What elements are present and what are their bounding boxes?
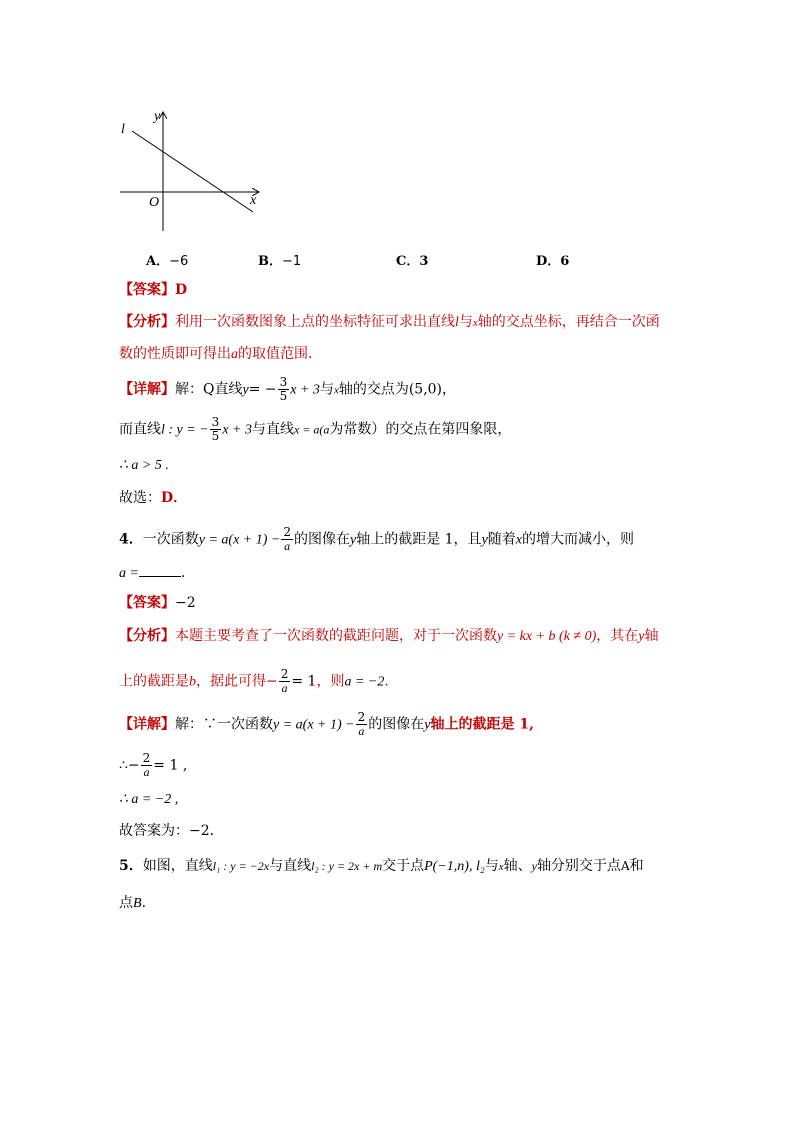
q3-line2-p1: 而直线 — [119, 421, 161, 438]
q4-analysis-line1 — [119, 627, 658, 646]
option-b-value: −1 — [282, 254, 302, 269]
option-a-letter: A． — [146, 254, 170, 269]
q5-p2: 与直线 — [269, 858, 312, 874]
q3-analysis-l: l — [455, 315, 459, 330]
q4-analysis-res: a = −2 — [344, 674, 385, 690]
q4-analysis-den: a — [279, 681, 291, 695]
q5-question-line1 — [119, 857, 644, 876]
q4-analysis-minus: − — [266, 673, 278, 690]
option-a — [146, 250, 188, 269]
q3-analysis-line2 — [119, 345, 312, 364]
option-b — [258, 250, 301, 269]
q4-analysis-line2-a: 上的截距是 — [119, 673, 189, 690]
q3-choose-label: 故选： — [119, 490, 161, 506]
q3-analysis-line2-a: 数的性质即可得出 — [119, 346, 231, 362]
q4-p1: 一次函数 — [142, 531, 199, 548]
q3-detail-eq: = − — [248, 381, 277, 398]
q3-answer-label: 【答案】 — [119, 282, 175, 298]
q4-analysis-line2 — [119, 668, 389, 695]
q5-p4: 与 — [484, 858, 499, 874]
line-l-label: l — [121, 122, 125, 137]
q3-detail-num: 3 — [279, 375, 288, 389]
q3-line2-fraction — [210, 416, 222, 443]
q3-line2-den: 5 — [211, 429, 220, 443]
q4-step1-fraction — [141, 752, 153, 779]
q4-p4: 随着 — [487, 531, 516, 548]
q3-detail-p6: ， — [442, 381, 457, 398]
q3-detail-label: 【详解】 — [119, 381, 175, 398]
q4-answer-blank — [139, 562, 181, 577]
q3-line2-num: 3 — [211, 415, 220, 429]
q4-step1 — [119, 752, 187, 779]
q3-analysis-x: x — [472, 317, 478, 329]
q5-line2-pt: 点 — [119, 895, 133, 911]
q3-conclusion: ∴ a > 5 . — [119, 458, 169, 473]
q3-line2-p4: x = a(a — [293, 422, 330, 437]
y-axis-label: y — [154, 109, 161, 124]
q3-line2-p5: 为常数）的交点在第四象限， — [329, 421, 512, 438]
q4-step1-pre: ∴− — [119, 757, 140, 774]
q4-analysis-line2-b: ，据此可得 — [196, 673, 266, 690]
q3-analysis-label: 【分析】 — [119, 314, 175, 330]
q4-analysis-p2: ，其在 — [596, 628, 639, 644]
q3-detail-p3: 与 — [319, 381, 334, 398]
q4-step1-den: a — [141, 765, 153, 779]
q4-p3: 轴上的截距是 1，且 — [356, 531, 482, 548]
option-c-letter: C． — [396, 254, 420, 269]
q3-answer-value: D — [175, 282, 188, 298]
q5-p3: 交于点 — [382, 858, 425, 874]
q3-line2-p3: 与直线 — [251, 421, 294, 438]
q4-fraction — [281, 526, 293, 553]
option-a-value: −6 — [169, 254, 189, 269]
q4-detail-den: a — [356, 724, 368, 738]
q3-detail-line2 — [119, 416, 511, 443]
q5-line2-end: . — [141, 895, 147, 911]
q4-analysis-b: b — [189, 674, 196, 690]
q4-num: 2 — [283, 525, 291, 539]
q4-question-line1 — [119, 526, 634, 553]
q4-analysis-end: . — [384, 673, 389, 690]
q3-analysis-p3: 轴的交点坐标，再结合一次函 — [477, 314, 660, 330]
q4-analysis-p3: 轴 — [644, 628, 659, 644]
q3-detail-x: x — [333, 384, 339, 397]
q3-analysis-p2: 与 — [458, 314, 473, 330]
option-b-letter: B． — [258, 254, 282, 269]
q4-a-eq: a = — [119, 566, 139, 581]
q4-number: 4． — [119, 531, 143, 548]
q4-analysis-p1: 本题主要考查了一次函数的截距问题，对于一次函数 — [175, 628, 497, 644]
q3-detail-line1 — [119, 376, 456, 403]
q4-y1: y — [349, 532, 357, 548]
q3-line2-l: l : y = − — [161, 422, 209, 438]
q5-B: B — [133, 896, 142, 911]
q4-x1: x — [515, 532, 522, 548]
q4-func: y = a(x + 1) − — [198, 532, 281, 548]
q4-detail-label: 【详解】 — [119, 716, 175, 733]
q4-step1-post: = 1 , — [153, 757, 188, 774]
x-axis-label: x — [250, 193, 257, 208]
q3-detail-den: 5 — [279, 389, 288, 403]
q3-detail-y: y — [242, 382, 249, 398]
q3-detail-fraction — [278, 376, 290, 403]
q4-den: a — [281, 539, 293, 553]
option-c — [396, 250, 428, 269]
option-d-value: 6 — [560, 254, 570, 269]
q4-answer — [119, 594, 196, 612]
q3-detail-p5: (5,0) — [408, 381, 443, 398]
option-d — [536, 250, 569, 269]
q4-detail-func: y = a(x + 1) − — [273, 717, 355, 733]
q4-analysis-y: y — [638, 629, 645, 644]
q4-detail-p1: 解：∵一次函数 — [175, 716, 273, 733]
q3-analysis-a: a — [231, 347, 238, 362]
q5-A: A — [620, 859, 630, 873]
q4-step1-num: 2 — [142, 751, 151, 765]
q4-p5: 的增大而减小，则 — [522, 531, 634, 548]
q5-x: x — [498, 861, 504, 873]
q4-analysis-func: y = kx + b (k ≠ 0) — [497, 629, 597, 644]
q4-analysis-eq: = 1 — [291, 673, 317, 690]
line-graph — [110, 105, 270, 235]
q3-choose-value: D． — [161, 490, 188, 506]
q3-analysis-p1: 利用一次函数图象上点的坐标特征可求出直线 — [175, 314, 455, 330]
q4-step2: ∴ a = −2 , — [119, 792, 179, 807]
q3-analysis-line2-b: 的取值范围. — [238, 346, 313, 362]
q4-analysis-label: 【分析】 — [119, 628, 175, 644]
q5-y: y — [531, 859, 537, 873]
q5-l2: l₂ : y = 2x + m — [311, 859, 383, 873]
q5-p1: 如图，直线 — [142, 858, 213, 874]
q4-answer-label: 【答案】 — [119, 595, 175, 611]
q3-answer — [119, 281, 187, 299]
q5-number: 5． — [119, 858, 143, 874]
q4-detail-line1 — [119, 711, 534, 738]
q4-analysis-fraction — [279, 668, 291, 695]
q3-detail-p1: 解：Q直线 — [175, 381, 243, 398]
q3-analysis-line1 — [119, 313, 660, 332]
q4-detail-y: y — [424, 717, 431, 733]
q5-l1: l₁ : y = −2x — [212, 859, 270, 873]
q3-detail-p2: x + 3 — [290, 382, 320, 398]
origin-label: O — [149, 195, 160, 210]
q3-line2-p2: x + 3 — [222, 422, 252, 438]
q4-dot: . — [180, 565, 186, 581]
q4-y2: y — [481, 532, 488, 548]
q3-choose — [119, 489, 187, 507]
q4-detail-fraction — [356, 711, 368, 738]
q4-analysis-line2-c: ，则 — [316, 673, 345, 690]
q5-point: P(−1,n), l₂ — [424, 859, 485, 874]
q5-p5: 轴、 — [503, 858, 532, 874]
option-c-value: 3 — [419, 254, 429, 269]
q4-detail-p2: 的图像在 — [368, 716, 425, 733]
option-d-letter: D． — [536, 254, 561, 269]
q4-detail-p3: 轴上的截距是 1, — [430, 716, 534, 733]
q4-detail-num: 2 — [357, 710, 366, 724]
q4-final: 故答案为：−2． — [119, 823, 224, 839]
q4-p2: 的图像在 — [293, 531, 350, 548]
q4-answer-value: −2 — [175, 595, 196, 611]
q5-p7: 和 — [629, 858, 644, 874]
q5-p6: 轴分别交于点 — [536, 858, 621, 874]
q5-question-line2 — [119, 894, 146, 913]
q4-analysis-num: 2 — [280, 667, 289, 681]
q3-detail-p4: 轴的交点为 — [338, 381, 409, 398]
q4-question-line2 — [119, 562, 185, 583]
